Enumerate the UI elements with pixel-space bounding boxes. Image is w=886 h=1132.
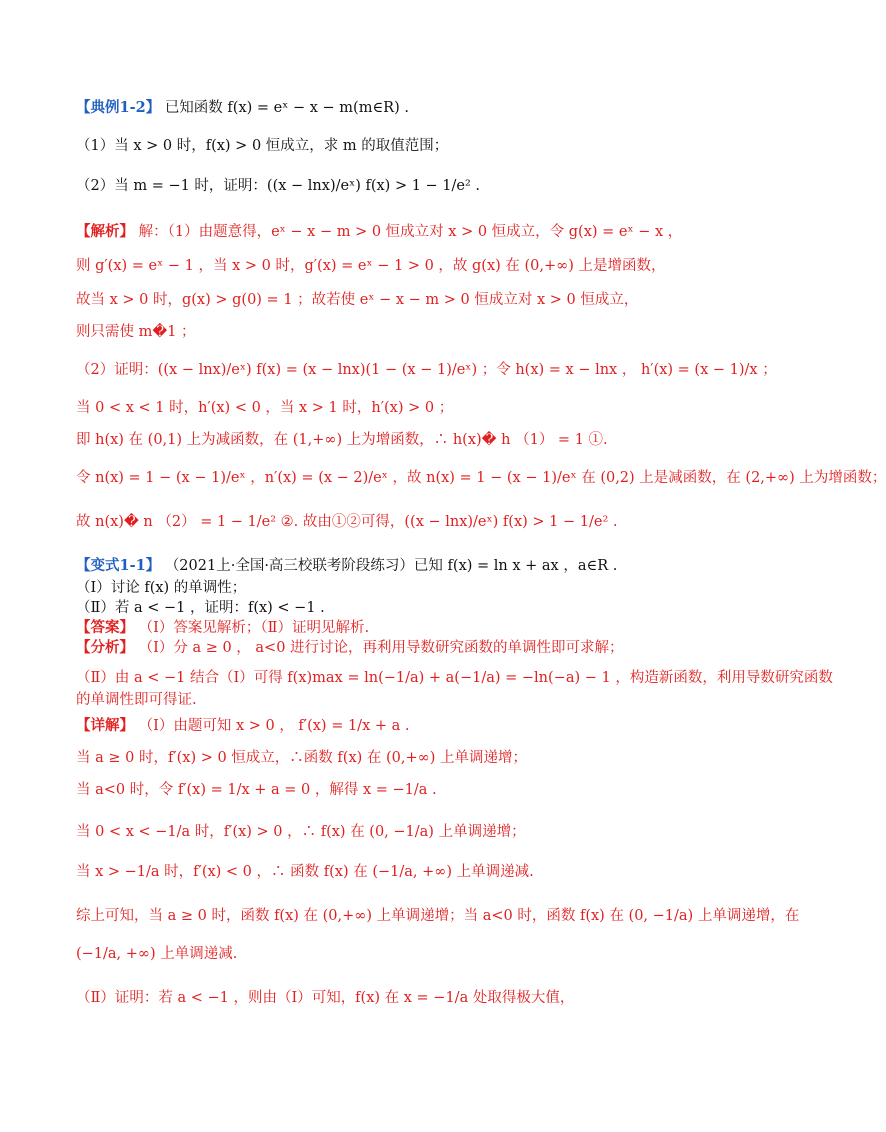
analysis-line-3: 的单调性即可得证. (76, 692, 197, 708)
solution-line-9: 故 n(x)� n （2） = 1 − 1/e² ②. 故由①②可得，((x − lnx)/eˣ) f(x) > 1 − 1/e² . (76, 514, 618, 530)
solution-line-7: 即 h(x) 在 (0,1) 上为减函数，在 (1,+∞) 上为增函数，∴ h(x)� h （1） = 1 ①. (76, 432, 608, 448)
analysis-line-2: （Ⅱ）由 a < −1 结合（Ⅰ）可得 f(x)max = ln(−1/a) + a(−1/a) = −ln(−a) − 1 ，构造新函数，利用导数研究函数 (76, 670, 833, 686)
solution-text-1: 解：（1）由题意得，eˣ − x − m > 0 恒成立对 x > 0 恒成立，令 g(x) = eˣ − x ， (138, 224, 683, 240)
analysis-line (76, 638, 624, 658)
answer-label: 【答案】 (76, 619, 134, 636)
detail-line-1 (76, 716, 409, 736)
solution-line-6: 当 0 < x < 1 时，h′(x) < 0 ，当 x > 1 时，h′(x) > 0 ； (76, 400, 454, 416)
detail-line-7: (−1/a, +∞) 上单调递减. (76, 946, 238, 962)
example-label: 【典例1-2】 (76, 99, 161, 116)
detail-line-5: 当 x > −1/a 时，f′(x) < 0 ，∴ 函数 f(x) 在 (−1/a, +∞) 上单调递减. (76, 864, 534, 880)
answer-text: （Ⅰ）答案见解析；（Ⅱ）证明见解析. (138, 620, 370, 636)
example-1-2-title (76, 98, 409, 118)
detail-line-4: 当 0 < x < −1/a 时，f′(x) > 0 ，∴ f(x) 在 (0, −1/a) 上单调递增； (76, 824, 526, 840)
question-2: （2）当 m = −1 时，证明：((x − lnx)/eˣ) f(x) > 1 − 1/e² . (76, 178, 481, 194)
analysis2-text: （Ⅰ）分 a ≥ 0 ， a<0 进行讨论，再利用导数研究函数的单调性即可求解； (138, 640, 624, 656)
detail-line-3: 当 a<0 时，令 f′(x) = 1/x + a = 0 ，解得 x = −1/a . (76, 782, 437, 798)
solution-line-4: 则只需使 m�1 ； (76, 324, 196, 340)
example-text: 已知函数 f(x) = eˣ − x − m(m∈R) . (164, 100, 409, 116)
detail-line-6: 综上可知，当 a ≥ 0 时，函数 f(x) 在 (0,+∞) 上单调递增；当 a<0 时，函数 f(x) 在 (0, −1/a) 上单调递增，在 (76, 908, 800, 924)
answer-line (76, 618, 369, 638)
variant-part-1: （Ⅰ）讨论 f(x) 的单调性； (76, 580, 247, 596)
solution-line-8: 令 n(x) = 1 − (x − 1)/eˣ ，n′(x) = (x − 2)/eˣ ，故 n(x) = 1 − (x − 1)/eˣ 在 (0,2) 上是减函数，在 (2,+∞) 上为增函数； (76, 470, 886, 486)
variant-part-2: （Ⅱ）若 a < −1 ，证明：f(x) < −1 . (76, 600, 325, 616)
detail-line-8: （Ⅱ）证明：若 a < −1 ，则由（Ⅰ）可知，f(x) 在 x = −1/a 处取得极大值， (76, 990, 575, 1006)
detail-line-2: 当 a ≥ 0 时，f′(x) > 0 恒成立，∴函数 f(x) 在 (0,+∞) 上单调递增； (76, 750, 527, 766)
analysis2-label: 【分析】 (76, 639, 134, 656)
question-1: （1）当 x > 0 时，f(x) > 0 恒成立，求 m 的取值范围； (76, 138, 449, 154)
detail-label: 【详解】 (76, 717, 134, 734)
variant-label: 【变式1-1】 (76, 557, 161, 574)
solution-line-2: 则 g′(x) = eˣ − 1 ，当 x > 0 时，g′(x) = eˣ − 1 > 0 ，故 g(x) 在 (0,+∞) 上是增函数， (76, 258, 666, 274)
solution-line-1 (76, 222, 682, 242)
variant-text: （2021上·全国·高三校联考阶段练习）已知 f(x) = ln x + ax ，a∈R . (164, 558, 618, 574)
solution-line-3: 故当 x > 0 时，g(x) > g(0) = 1 ；故若使 eˣ − x − m > 0 恒成立对 x > 0 恒成立， (76, 292, 639, 308)
analysis-label: 【解析】 (76, 223, 134, 240)
solution-line-5: （2）证明：((x − lnx)/eˣ) f(x) = (x − lnx)(1 − (x − 1)/eˣ) ；令 h(x) = x − lnx ， h′(x) = (x − 1)/x ； (76, 362, 777, 378)
variant-1-1-title (76, 556, 617, 576)
detail-text-1: （Ⅰ）由题可知 x > 0 ， f′(x) = 1/x + a . (138, 718, 410, 734)
